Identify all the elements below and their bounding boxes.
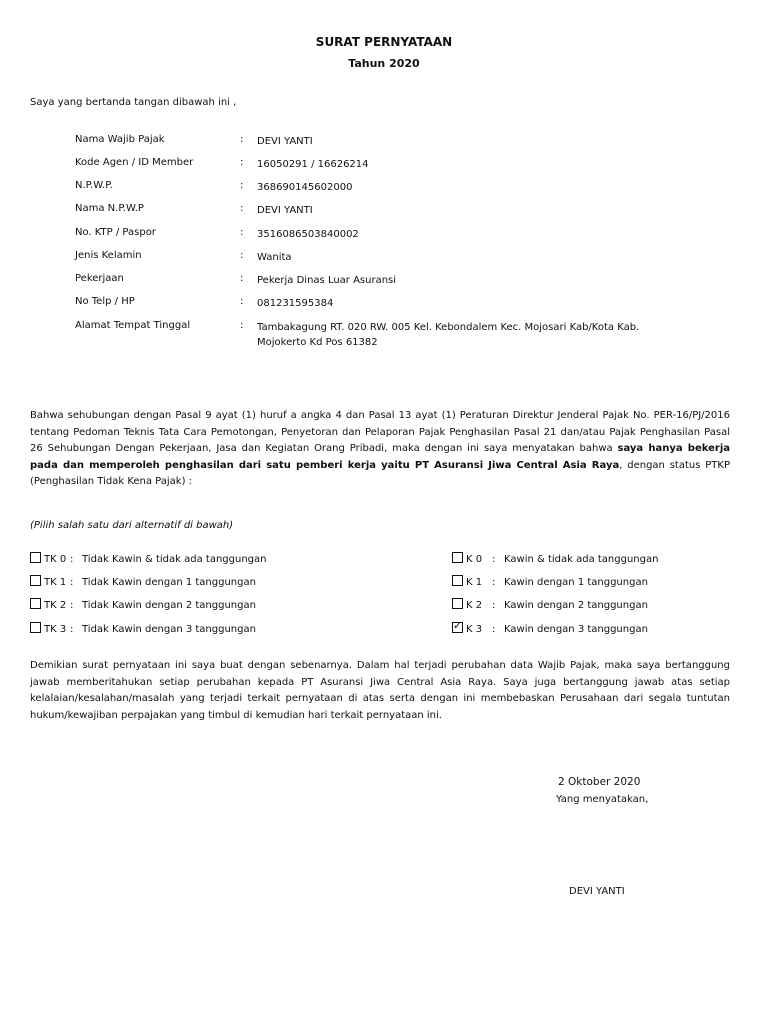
option-colon: : bbox=[492, 554, 496, 565]
option-colon: : bbox=[70, 554, 74, 565]
option-code: K 3 bbox=[466, 624, 483, 635]
checkbox-icon[interactable] bbox=[30, 598, 41, 609]
field-colon: : bbox=[240, 134, 244, 145]
field-label: Nama N.P.W.P bbox=[75, 203, 144, 214]
field-value: 368690145602000 bbox=[257, 182, 353, 193]
checkbox-icon[interactable] bbox=[30, 575, 41, 586]
option-text: Tidak Kawin dengan 2 tanggungan bbox=[82, 600, 256, 611]
option-text: Tidak Kawin dengan 1 tanggungan bbox=[82, 577, 256, 588]
field-colon: : bbox=[240, 296, 244, 307]
option-text: Kawin & tidak ada tanggungan bbox=[504, 554, 659, 565]
field-colon: : bbox=[240, 180, 244, 191]
field-label: Pekerjaan bbox=[75, 273, 124, 284]
ptkp-option[interactable] bbox=[452, 575, 648, 588]
field-value: 081231595384 bbox=[257, 298, 334, 309]
document-title: SURAT PERNYATAAN bbox=[315, 35, 453, 49]
field-colon: : bbox=[240, 320, 244, 331]
field-value: DEVI YANTI bbox=[257, 205, 313, 216]
field-label: Jenis Kelamin bbox=[75, 250, 142, 261]
closing-paragraph: Demikian surat pernyataan ini saya buat dengan sebenarnya. Dalam hal terjadi perubahan data Wajib Pajak, maka saya bertanggung jawab memberitahukan setiap perubahan kepada PT Asuransi Jiwa Central Asia Raya. Saya juga bertanggung jawab atas setiap kelalaian/kesalahan/masalah yang terjadi terkait pernyataan di atas serta dengan ini membebaskan Perusahaan dari segala tuntutan hukum/kewajiban perpajakan yang timbul di kemudian hari terkait pernyataan ini. bbox=[30, 660, 730, 721]
statement-paragraph bbox=[30, 408, 730, 491]
field-label: N.P.W.P. bbox=[75, 180, 113, 191]
field-colon: : bbox=[240, 157, 244, 168]
checkbox-icon[interactable] bbox=[30, 622, 41, 633]
option-code: K 0 bbox=[466, 554, 483, 565]
field-value: Wanita bbox=[257, 252, 292, 263]
checkbox-icon[interactable] bbox=[30, 552, 41, 563]
signature-role: Yang menyatakan, bbox=[556, 794, 649, 805]
option-text: Tidak Kawin dengan 3 tanggungan bbox=[82, 624, 256, 635]
ptkp-option[interactable] bbox=[30, 622, 256, 635]
option-text: Kawin dengan 2 tanggungan bbox=[504, 600, 648, 611]
signature-name: DEVI YANTI bbox=[569, 886, 625, 897]
ptkp-option[interactable] bbox=[30, 598, 256, 611]
statement-text-end: , dengan status PTKP (Penghasilan Tidak Kena Pajak) : bbox=[30, 459, 730, 487]
option-code: TK 3 bbox=[44, 624, 67, 635]
ptkp-option[interactable] bbox=[30, 552, 266, 565]
field-label: Kode Agen / ID Member bbox=[75, 157, 194, 168]
checkbox-checked-icon[interactable] bbox=[452, 622, 463, 633]
ptkp-option[interactable] bbox=[452, 552, 658, 565]
statement-text: Bahwa sehubungan dengan Pasal 9 ayat (1) huruf a angka 4 dan Pasal 13 ayat (1) Peraturan Direktur Jenderal Pajak No. PER-16/PJ/2016 tentang Pedoman Teknis Tata Cara Pemotongan, Penyetoran dan Pelaporan Pajak Penghasilan Pasal 21 dan/atau Pajak Penghasilan Pasal 26 Sehubungan Dengan Pekerjaan, Jasa dan Kegiatan Orang Pribadi, maka dengan ini saya menyatakan bahwa bbox=[30, 410, 730, 454]
option-code: TK 0 bbox=[44, 554, 67, 565]
field-label: No Telp / HP bbox=[75, 296, 135, 307]
option-text: Kawin dengan 1 tanggungan bbox=[504, 577, 648, 588]
option-colon: : bbox=[70, 577, 74, 588]
checkbox-icon[interactable] bbox=[452, 575, 463, 586]
ptkp-option[interactable] bbox=[452, 622, 648, 635]
option-code: TK 1 bbox=[44, 577, 67, 588]
option-text: Tidak Kawin & tidak ada tanggungan bbox=[82, 554, 267, 565]
field-label: Alamat Tempat Tinggal bbox=[75, 320, 191, 331]
field-label: No. KTP / Paspor bbox=[75, 227, 156, 238]
option-colon: : bbox=[70, 600, 74, 611]
statement-bold-text: saya hanya bekerja pada dan memperoleh penghasilan dari satu pemberi kerja yaitu PT Asuransi Jiwa Central Asia Raya bbox=[30, 443, 731, 471]
option-colon: : bbox=[492, 600, 496, 611]
field-colon: : bbox=[240, 250, 244, 261]
signature-date: 2 Oktober 2020 bbox=[558, 776, 641, 788]
option-colon: : bbox=[492, 577, 496, 588]
option-code: K 1 bbox=[466, 577, 483, 588]
checkbox-icon[interactable] bbox=[452, 552, 463, 563]
field-value: 16050291 / 16626214 bbox=[257, 159, 369, 170]
option-code: TK 2 bbox=[44, 600, 67, 611]
field-value: 3516086503840002 bbox=[257, 229, 359, 240]
option-code: K 2 bbox=[466, 600, 483, 611]
field-value: Tambakagung RT. 020 RW. 005 Kel. Kebondalem Kec. Mojosari Kab/Kota Kab. Mojokerto Kd Pos 61382 bbox=[257, 322, 640, 348]
checkbox-icon[interactable] bbox=[452, 598, 463, 609]
field-colon: : bbox=[240, 203, 244, 214]
ptkp-option[interactable] bbox=[30, 575, 256, 588]
field-colon: : bbox=[240, 273, 244, 284]
choose-note: (Pilih salah satu dari alternatif di bawah) bbox=[30, 520, 234, 531]
option-text: Kawin dengan 3 tanggungan bbox=[504, 624, 648, 635]
field-value: Pekerja Dinas Luar Asuransi bbox=[257, 275, 397, 286]
field-colon: : bbox=[240, 227, 244, 238]
field-value: DEVI YANTI bbox=[257, 136, 313, 147]
intro-text: Saya yang bertanda tangan dibawah ini , bbox=[30, 97, 237, 108]
field-label: Nama Wajib Pajak bbox=[75, 134, 165, 145]
document-year: Tahun 2020 bbox=[348, 57, 420, 70]
ptkp-option[interactable] bbox=[452, 598, 648, 611]
option-colon: : bbox=[492, 624, 496, 635]
option-colon: : bbox=[70, 624, 74, 635]
